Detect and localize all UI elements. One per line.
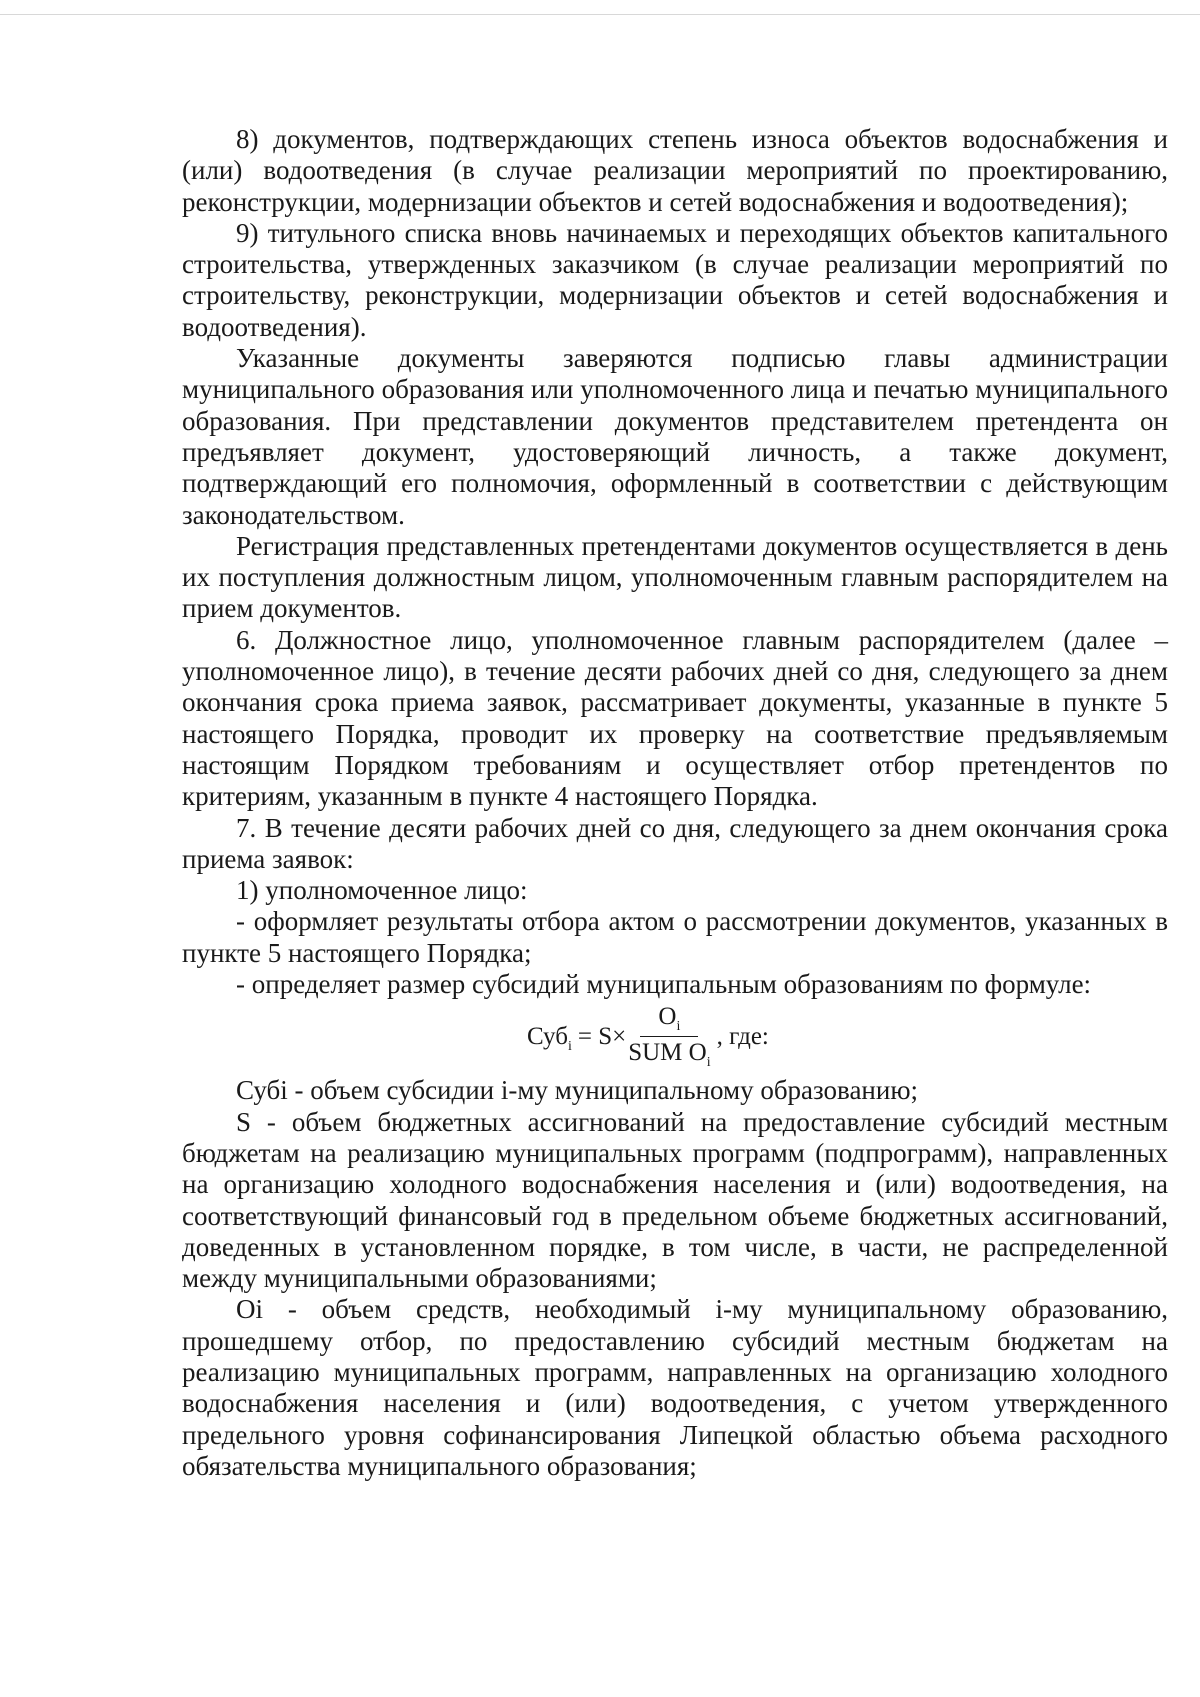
subsidy-formula	[182, 1001, 1168, 1071]
formula-numerator: $O_i$	[640, 1003, 698, 1037]
item-9-paragraph: 9) титульного списка вновь начинаемых и переходящих объектов капитального строительства, утвержденных заказчиком (в случае реализации мероприятий по строительству, реконструкции, модернизации объектов и сетей водоснабжения и водоотведения).	[182, 217, 1168, 342]
certification-paragraph: Указанные документы заверяются подписью главы администрации муниципального образования или уполномоченного лица и печатью муниципального образования. При представлении документов представителем претендента он предъявляет документ, удостоверяющий личность, а также документ, подтверждающий его полномочия, оформленный в соответствии с действующим законодательством.	[182, 343, 1168, 530]
definition-s: S - объем бюджетных ассигнований на предоставление субсидий местным бюджетам на реализацию муниципальных программ (подпрограмм), направленных на организацию холодного водоснабжения населения и (или) водоотведения, на соответствующий финансовый год в предельном объеме бюджетных ассигнований, доведенных в установленном порядке, в том числе, в части, не распределенной между муниципальными образованиями;	[182, 1106, 1168, 1294]
section-7-paragraph: 7. В течение десяти рабочих дней со дня, следующего за днем окончания срока приема заявок:	[182, 812, 1168, 874]
definition-subi: Субі - объем субсидии і-му муниципальному образованию;	[236, 1075, 919, 1106]
formula-tail: , где:	[716, 1023, 769, 1051]
section-6-paragraph: 6. Должностное лицо, уполномоченное главным распорядителем (далее – уполномоченное лицо), в течение десяти рабочих дней со дня, следующего за днем окончания срока приема заявок, рассматривает документы, указанные в пункте 5 настоящего Порядка, проводит их проверку на соответствие предъявляемым настоящим Порядком требованиям и осуществляет отбор претендентов по критериям, указанным в пункте 4 настоящего Порядка.	[182, 624, 1168, 812]
subitem-1-paragraph: 1) уполномоченное лицо:	[236, 875, 528, 906]
scan-top-edge	[0, 14, 1200, 15]
definition-oi: Oi - объем средств, необходимый і-му муниципальному образованию, прошедшему отбор, по предоставлению субсидий местным бюджетам на реализацию муниципальных программ, направленных на организацию холодного водоснабжения населения и (или) водоотведения, с учетом утвержденного предельного уровня софинансирования Липецкой областью объема расходного обязательства муниципального образования;	[182, 1294, 1168, 1481]
formula-lhs: Суб$_i$	[527, 1023, 572, 1055]
formula-fraction	[628, 1003, 710, 1071]
document-page	[182, 124, 1168, 1482]
formula-denominator: SUM $O_i$	[628, 1039, 711, 1071]
item-8-paragraph: 8) документов, подтверждающих степень износа объектов водоснабжения и (или) водоотведения (в случае реализации мероприятий по проектированию, реконструкции, модернизации объектов и сетей водоснабжения и водоотведения);	[182, 124, 1168, 217]
determine-size-paragraph: - определяет размер субсидий муниципальным образованиям по формуле:	[236, 969, 1092, 1000]
formula-equals-s: = S×	[577, 1023, 627, 1051]
registration-paragraph: Регистрация представленных претендентами документов осуществляется в день их поступления должностным лицом, уполномоченным главным распорядителем на прием документов.	[182, 530, 1168, 624]
formalize-results-paragraph: - оформляет результаты отбора актом о рассмотрении документов, указанных в пункте 5 настоящего Порядка;	[182, 906, 1168, 968]
